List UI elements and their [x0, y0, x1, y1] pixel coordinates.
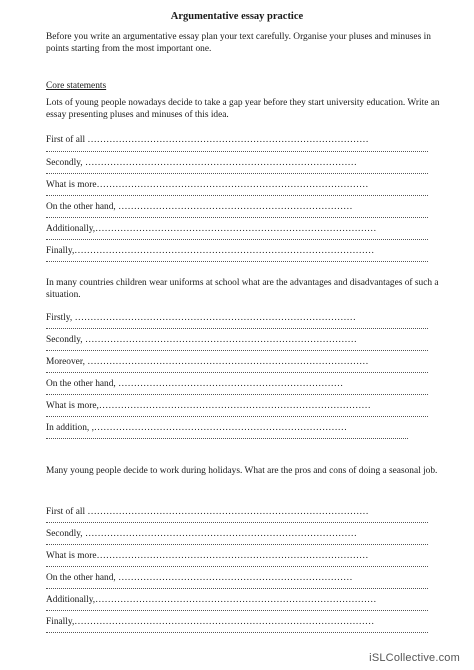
section-3-line-2: Secondly, ……………………………………………………………………………: [46, 529, 357, 539]
section-1-dotted-line: [46, 173, 428, 174]
section-1-line-4: On the other hand, …………………………………………………………………: [46, 202, 353, 212]
section-2-line-5: What is more,……………………………………………………………………………: [46, 401, 371, 411]
section-3-dotted-line: [46, 544, 428, 545]
core-statements-heading: Core statements: [46, 81, 107, 91]
section-1-dotted-line: [46, 217, 428, 218]
section-1-prompt: Lots of young people nowadays decide to take a gap year before they start university education. Write an essay presenting pluses and minuses of this idea.: [46, 98, 440, 120]
intro-paragraph: Before you write an argumentative essay plan your text carefully. Organise your pluses and minuses in points starting from the most important one.: [46, 32, 431, 54]
section-3-line-3: What is more……………………………………………………………………………: [46, 551, 369, 561]
section-1-line-3: What is more……………………………………………………………………………: [46, 180, 369, 190]
section-2-line-6: In addition, ,………………………………………………………………………: [46, 423, 348, 433]
section-2-line-4: On the other hand, ………………………………………………………………: [46, 379, 344, 389]
section-2-dotted-line: [46, 372, 428, 373]
section-1-line-6: Finally,……………………………………………………………………………………: [46, 246, 375, 256]
section-2-dotted-line: [46, 416, 428, 417]
section-2-dotted-line: [46, 438, 408, 439]
section-1-line-5: Additionally,………………………………………………………………………………: [46, 224, 377, 234]
watermark: iSLCollective.com: [369, 652, 460, 664]
section-1-line-2: Secondly, ……………………………………………………………………………: [46, 158, 357, 168]
section-2-dotted-line: [46, 350, 428, 351]
section-2-line-1: Firstly, ………………………………………………………………………………: [46, 313, 356, 323]
section-2-dotted-line: [46, 394, 428, 395]
section-1-dotted-line: [46, 195, 428, 196]
section-3-dotted-line: [46, 632, 428, 633]
section-3-line-6: Finally,……………………………………………………………………………………: [46, 617, 375, 627]
section-3-line-4: On the other hand, …………………………………………………………………: [46, 573, 353, 583]
section-2-line-3: Moreover, ………………………………………………………………………………: [46, 357, 369, 367]
section-2-prompt: In many countries children wear uniforms at school what are the advantages and disadvantages of such a situation.: [46, 278, 439, 300]
section-3-line-1: First of all ………………………………………………………………………………: [46, 507, 369, 517]
section-1-dotted-line: [46, 239, 428, 240]
page-title: Argumentative essay practice: [170, 11, 304, 22]
section-3-dotted-line: [46, 566, 428, 567]
section-1-dotted-line: [46, 261, 428, 262]
section-1-dotted-line: [46, 151, 428, 152]
section-2-line-2: Secondly, ……………………………………………………………………………: [46, 335, 357, 345]
section-3-dotted-line: [46, 588, 428, 589]
section-3-prompt: Many young people decide to work during holidays. What are the pros and cons of doing a seasonal job.: [46, 466, 438, 476]
section-3-dotted-line: [46, 522, 428, 523]
section-2-dotted-line: [46, 328, 428, 329]
section-3-dotted-line: [46, 610, 428, 611]
section-3-line-5: Additionally,………………………………………………………………………………: [46, 595, 377, 605]
section-1-line-1: First of all ………………………………………………………………………………: [46, 135, 369, 145]
